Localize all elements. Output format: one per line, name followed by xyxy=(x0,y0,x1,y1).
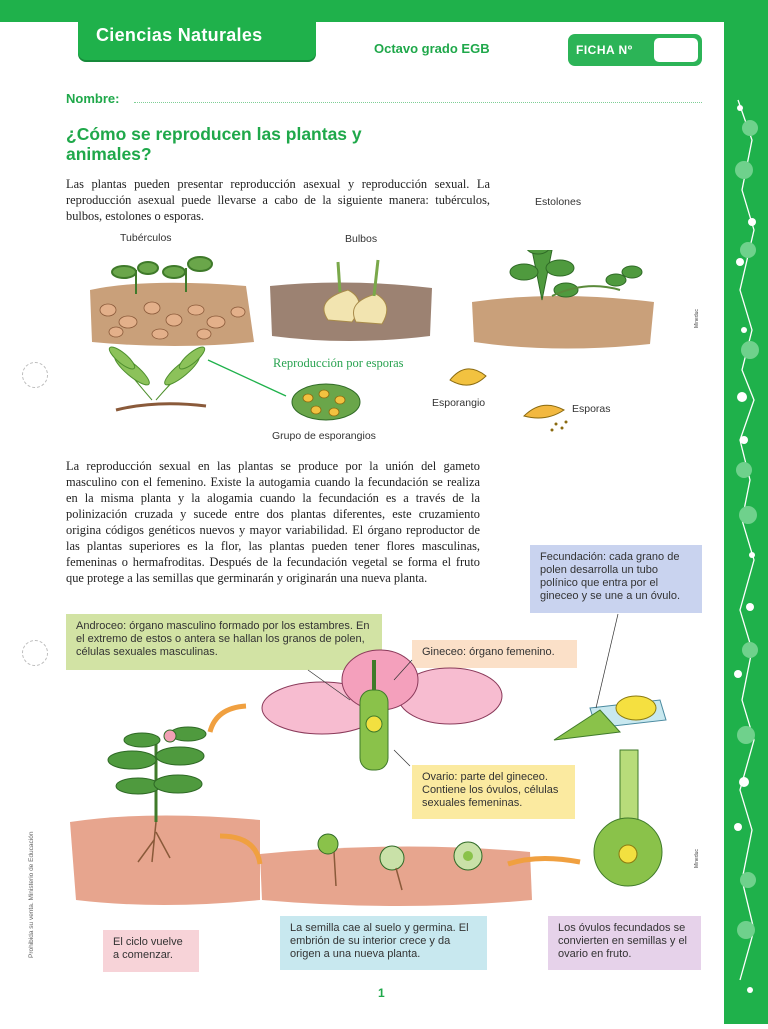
credit-bottom: Mineduc xyxy=(694,849,700,868)
label-estolones: Estolones xyxy=(535,196,582,208)
tuberculos-illustration xyxy=(90,257,254,346)
note-androceo: Androceo: órgano masculino formado por los estambres. En el extremo de estos o antera se hallan los granos de polen, células sexuales masculinas. xyxy=(66,614,382,670)
grade-label: Octavo grado EGB xyxy=(374,41,490,56)
grupo-esporangios-illustration xyxy=(292,384,360,420)
label-esporas: Esporas xyxy=(572,403,611,415)
decorative-strip xyxy=(724,0,768,1024)
note-gineceo: Gineceo: órgano femenino. xyxy=(412,640,577,668)
ficha-badge xyxy=(568,34,702,66)
note-fecundacion: Fecundación: cada grano de polen desarrolla un tubo polínico que entra por el gineceo y se une a un óvulo. xyxy=(530,545,702,613)
life-cycle-illustration xyxy=(60,600,724,920)
ficha-label: FICHA Nº xyxy=(576,43,633,57)
label-esporangio: Esporangio xyxy=(432,397,486,409)
note-ovario: Ovario: parte del gineceo. Contiene los óvulos, células sexuales femeninas. xyxy=(412,765,575,819)
label-esporas-title: Reproducción por esporas xyxy=(273,356,404,370)
pollen-illustration xyxy=(554,696,666,740)
bulbos-illustration xyxy=(270,260,432,341)
asexual-illustrations xyxy=(86,250,686,450)
intro-paragraph: Las plantas pueden presentar reproducción asexual y reproducción sexual. La reproducción asexual puede llevarse a cabo de la siguiente manera: tubérculos, bulbos, estolones o esporas. xyxy=(66,177,490,223)
subject-tab xyxy=(78,12,316,60)
cycle-arrow xyxy=(508,858,580,864)
binder-hole xyxy=(22,362,48,388)
esporangio-illustration xyxy=(450,369,486,385)
page-title: ¿Cómo se reproducen las plantas y animales? xyxy=(66,124,362,164)
note-semilla: La semilla cae al suelo y germina. El embrión de su interior crece y da origen a una nueva planta. xyxy=(280,916,487,970)
note-ovulos: Los óvulos fecundados se convierten en semillas y el ovario en fruto. xyxy=(548,916,701,970)
label-bulbos: Bulbos xyxy=(345,233,378,245)
pointer-line xyxy=(208,360,286,396)
vine-decoration xyxy=(724,0,768,1024)
side-note: Prohibida su venta. Ministerio de Educación xyxy=(28,831,35,958)
credit-top: Mineduc xyxy=(694,309,700,328)
note-ciclo: El ciclo vuelve a comenzar. xyxy=(103,930,199,972)
esporas-illustration xyxy=(524,405,568,431)
ficha-number-field[interactable] xyxy=(654,38,698,62)
estolones-illustration xyxy=(472,250,654,349)
soil-left xyxy=(70,815,260,905)
flower-illustration xyxy=(262,650,502,770)
binder-hole xyxy=(22,640,48,666)
ovary-illustration xyxy=(594,750,662,886)
label-tuberculos: Tubérculos xyxy=(120,232,172,244)
fern-illustration xyxy=(107,344,208,410)
subject-title: Ciencias Naturales xyxy=(96,25,263,45)
sexual-paragraph: La reproducción sexual en las plantas se produce por la unión del gameto masculino con el femenino. Existe la autogamia cuando la fecundación se realiza en la misma planta y la alogamia cuando la fecundación es a través de la polinización cruzada y sucede entre dos plantas diferentes, este cruzamiento origina códigos genéticos nuevos y mayor variabilidad. El órgano reproductor de las plantas superiores es la flor, las plantas pueden tener flores masculinas, femeninas o hermafroditas. Después de la fecundación vegetal se forma el fruto que protege a las semillas que germinarán y originarán una nueva planta. xyxy=(66,459,480,585)
cycle-arrow xyxy=(210,706,246,732)
label-grupo-esporangios: Grupo de esporangios xyxy=(272,430,376,442)
nombre-field[interactable] xyxy=(134,102,702,103)
page-number: 1 xyxy=(378,986,385,1000)
nombre-label: Nombre: xyxy=(66,91,120,106)
